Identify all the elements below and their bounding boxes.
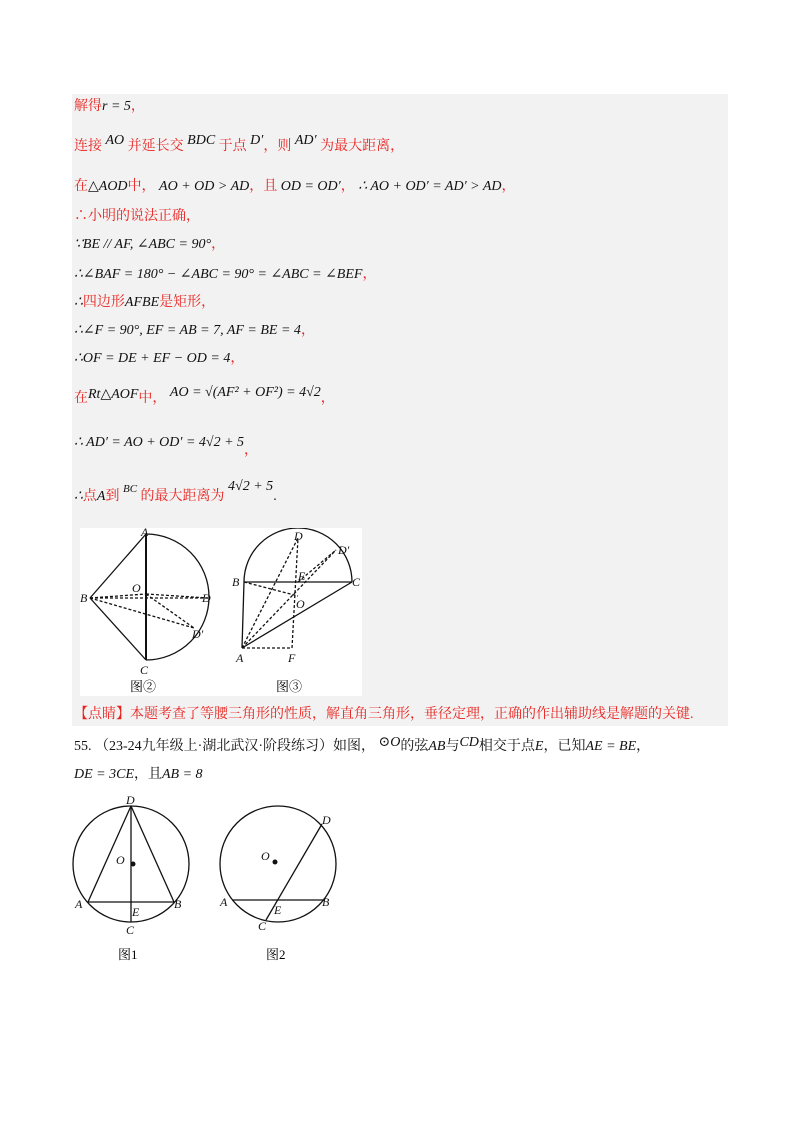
math: CD: [459, 735, 479, 750]
math: AE = BE: [585, 739, 637, 754]
fig3-label-e: E: [298, 569, 306, 583]
math: AB: [428, 739, 446, 754]
math: Rt△AOF: [88, 387, 139, 402]
comment-text: 本题考查了等腰三角形的性质，解直角三角形，垂径定理，正确的作出辅助线是解题的关键.: [130, 707, 694, 722]
fig3-label-a: A: [236, 651, 244, 665]
text: ，: [636, 739, 651, 754]
math: ∴: [74, 489, 83, 504]
text: ，: [244, 443, 259, 458]
solution-line-6: [74, 266, 376, 284]
solution-line-5: [74, 236, 225, 254]
solution-line-1: [74, 98, 145, 116]
text: ，且: [249, 179, 278, 194]
text: 在: [74, 179, 88, 194]
p2-label-a: A: [220, 895, 228, 909]
fig2-label-dp: D′: [192, 627, 204, 641]
p1-center-dot: [131, 862, 136, 867]
p1-label-o: O: [116, 853, 125, 867]
fig3-label-f: F: [288, 651, 296, 665]
math: ∴∠F = 90°, EF = AB = 7, AF = BE = 4: [74, 323, 301, 338]
fig2-label-b: B: [80, 591, 88, 605]
text: ，: [230, 351, 245, 366]
math: AFBE: [124, 295, 160, 310]
solution-line-4: [74, 208, 200, 226]
p2-label-c: C: [258, 919, 267, 933]
text: 相交于点: [478, 739, 535, 754]
p2-label-b: B: [322, 895, 330, 909]
text: 解得: [74, 99, 102, 114]
solution-line-7: [74, 294, 215, 312]
figure-3: [242, 528, 352, 648]
text: ，则: [263, 139, 292, 154]
problem-line-1: [74, 735, 651, 756]
math: DE = 3CE: [74, 767, 134, 782]
text: ，已知: [543, 739, 586, 754]
fig2-label-a: A: [141, 528, 149, 539]
math: AO + OD > AD: [159, 179, 250, 194]
fig2-label-c: C: [140, 663, 149, 677]
fig3-bo: [244, 582, 298, 596]
text: ，: [362, 267, 377, 282]
math: OD = OD′: [280, 179, 341, 194]
solution-line-9: [74, 350, 244, 368]
math: D′: [250, 133, 264, 148]
text: 的弦: [400, 739, 429, 754]
fig3-caption: 图③: [276, 679, 303, 694]
fig3-adp: [242, 550, 336, 648]
p1-label-a: A: [75, 897, 83, 911]
fig3-label-c: C: [352, 575, 361, 589]
math: AD′: [294, 133, 317, 148]
problem-fig2-caption: 图2: [266, 947, 286, 962]
math: ∴ AD′ = AO + OD′ = 4√2 + 5: [74, 435, 245, 450]
fig3-label-o: O: [296, 597, 305, 611]
text: 中，: [127, 179, 156, 194]
fig2-bc: [90, 598, 146, 660]
solution-line-3: [74, 178, 516, 196]
math: AB = 8: [162, 767, 203, 782]
math: ⊙O: [378, 735, 401, 750]
math: ∴OF = DE + EF − OD = 4: [74, 351, 231, 366]
comment-tag: 【点睛】: [74, 707, 130, 722]
math: ∵BE // AF, ∠ABC = 90°: [74, 237, 212, 252]
figure-2: [90, 534, 209, 660]
text: ∴小明的说法正确，: [74, 209, 200, 224]
math: A: [96, 489, 106, 504]
problem-source: （23-24九年级上·湖北武汉·阶段练习）如图，: [95, 739, 375, 754]
p2-label-o: O: [261, 849, 270, 863]
math: ∴ AO + OD′ = AD′ > AD: [358, 179, 502, 194]
fig2-odp: [146, 594, 194, 628]
fig3-ba: [242, 582, 244, 648]
text: 连接: [74, 139, 102, 154]
math: BC: [122, 483, 138, 495]
math: 4√2 + 5: [228, 479, 274, 494]
fig2-arc: [146, 534, 209, 660]
p2-center-dot: [273, 860, 278, 865]
solution-line-8: [74, 322, 315, 340]
text: 是矩形，: [159, 295, 216, 310]
p1-db: [131, 806, 174, 902]
fig2-bdp: [90, 598, 194, 628]
solution-line-10: [74, 385, 335, 408]
fig3-label-dp: D′: [338, 543, 350, 557]
p2-label-e: E: [274, 903, 282, 917]
p1-label-d: D: [126, 793, 135, 807]
text: ，: [501, 179, 516, 194]
fig3-label-b: B: [232, 575, 240, 589]
problem-fig1-caption: 图1: [118, 947, 138, 962]
math: AO: [105, 133, 125, 148]
text: 并延长交: [127, 139, 184, 154]
text: ，: [130, 99, 145, 114]
text: ，: [320, 391, 335, 406]
text: 点: [82, 489, 97, 504]
text: 的最大距离为: [140, 489, 225, 504]
figure-panel-2-3: [80, 528, 362, 696]
problem-figures: [60, 792, 360, 972]
math: ∴∠BAF = 180° − ∠ABC = 90° = ∠ABC = ∠BEF: [74, 267, 363, 282]
p1-label-b: B: [174, 897, 182, 911]
math: E: [534, 739, 544, 754]
solution-line-12: [74, 479, 277, 506]
solution-line-11: [74, 434, 259, 458]
text: ，: [300, 323, 315, 338]
fig2-label-d: D: [202, 591, 211, 605]
math: r = 5: [102, 99, 131, 114]
text: 在: [74, 391, 88, 406]
comment-line: [74, 706, 694, 724]
text: 为最大距离，: [320, 139, 405, 154]
text: ，且: [134, 767, 162, 782]
text: .: [273, 489, 277, 504]
text: 四边形: [82, 295, 125, 310]
text: 与: [445, 739, 460, 754]
figure-2-3-svg: [80, 528, 362, 696]
problem-figures-svg: [60, 792, 360, 972]
p2-label-d: D: [322, 813, 331, 827]
solution-line-2: [74, 133, 405, 156]
math: AO = √(AF² + OF²) = 4√2: [169, 385, 321, 400]
problem-line-2: [74, 766, 203, 784]
fig2-caption: 图②: [130, 679, 157, 694]
p1-label-e: E: [132, 905, 140, 919]
fig3-label-d: D: [294, 529, 303, 543]
math: BDC: [187, 133, 216, 148]
text: ，: [211, 237, 226, 252]
text: 到: [105, 489, 120, 504]
fig2-label-o: O: [132, 581, 141, 595]
math: △AOD: [88, 179, 128, 194]
math: ∴: [74, 295, 83, 310]
p1-label-c: C: [126, 923, 135, 937]
text: 于点: [218, 139, 247, 154]
problem-number: 55.: [74, 739, 92, 754]
text: 中，: [138, 391, 167, 406]
text: ，: [340, 179, 355, 194]
